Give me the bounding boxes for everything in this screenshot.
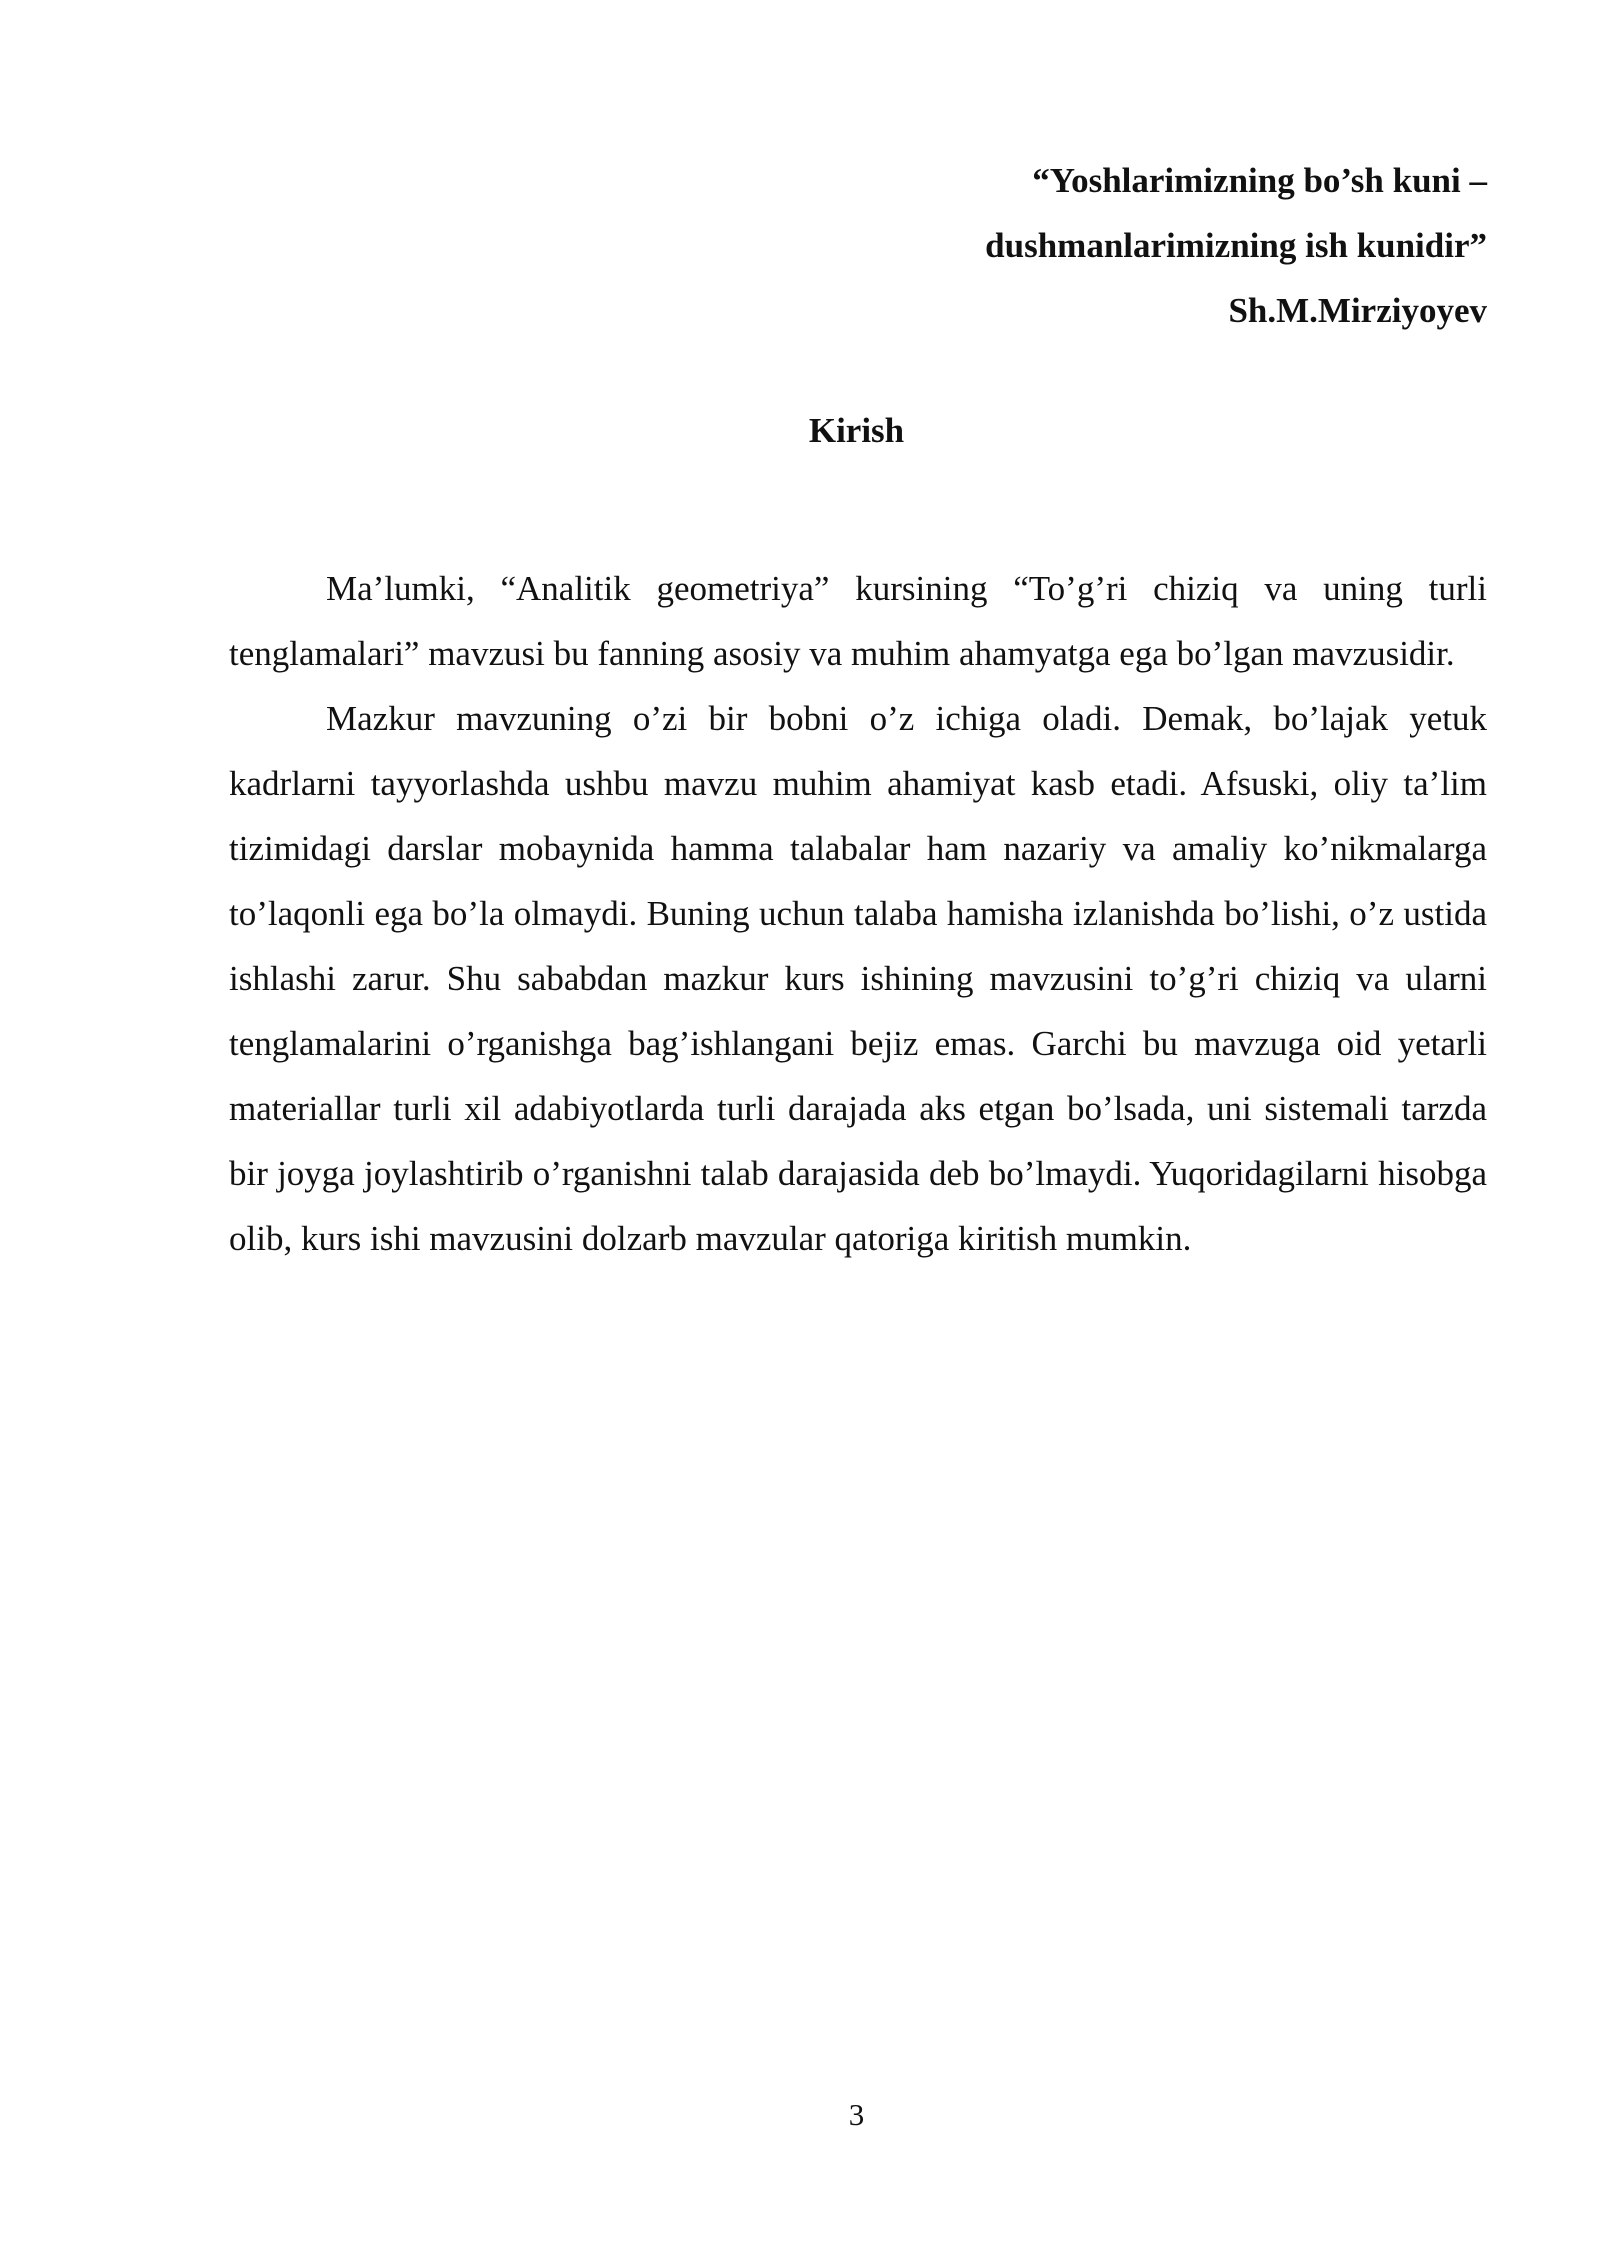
paragraph-2: Mazkur mavzuning o’zi bir bobni o’z ichiga oladi. Demak, bo’lajak yetuk kadrlarni tayyorlashda ushbu mavzu muhim ahamiyat kasb etadi. Afsuski, oliy ta’lim tizimidagi darslar mobaynida hamma talabalar ham nazariy va amaliy ko’nikmalarga to’laqonli ega bo’la olmaydi. Buning uchun talaba hamisha izlanishda bo’lishi, o’z ustida ishlashi zarur. Shu sababdan mazkur kurs ishining mavzusini to’g’ri chiziq va ularni tenglamalarini o’rganishga bag’ishlangani bejiz emas. Garchi bu mavzuga oid yetarli materiallar turli xil adabiyotlarda turli darajada aks etgan bo’lsada, uni sistemali tarzda bir joyga joylashtirib o’rganishni talab darajasida deb bo’lmaydi. Yuqoridagilarni hisobga olib, kurs ishi mavzusini dolzarb mavzular qatoriga kiritish mumkin.: [229, 699, 1487, 1258]
epigraph-author: Sh.M.Mirziyoyev: [1228, 291, 1487, 330]
epigraph: [587, 148, 1487, 343]
body-text: [229, 556, 1487, 1271]
page-number: 3: [848, 2097, 865, 2132]
section-heading: Kirish: [808, 411, 905, 450]
epigraph-line-2: dushmanlarimizning ish kunidir”: [985, 226, 1487, 265]
epigraph-line-1: “Yoshlarimizning bo’sh kuni –: [1032, 161, 1487, 200]
paragraph-1: Ma’lumki, “Analitik geometriya” kursining “To’g’ri chiziq va uning turli tenglamalari” mavzusi bu fanning asosiy va muhim ahamyatga ega bo’lgan mavzusidir.: [229, 569, 1487, 673]
